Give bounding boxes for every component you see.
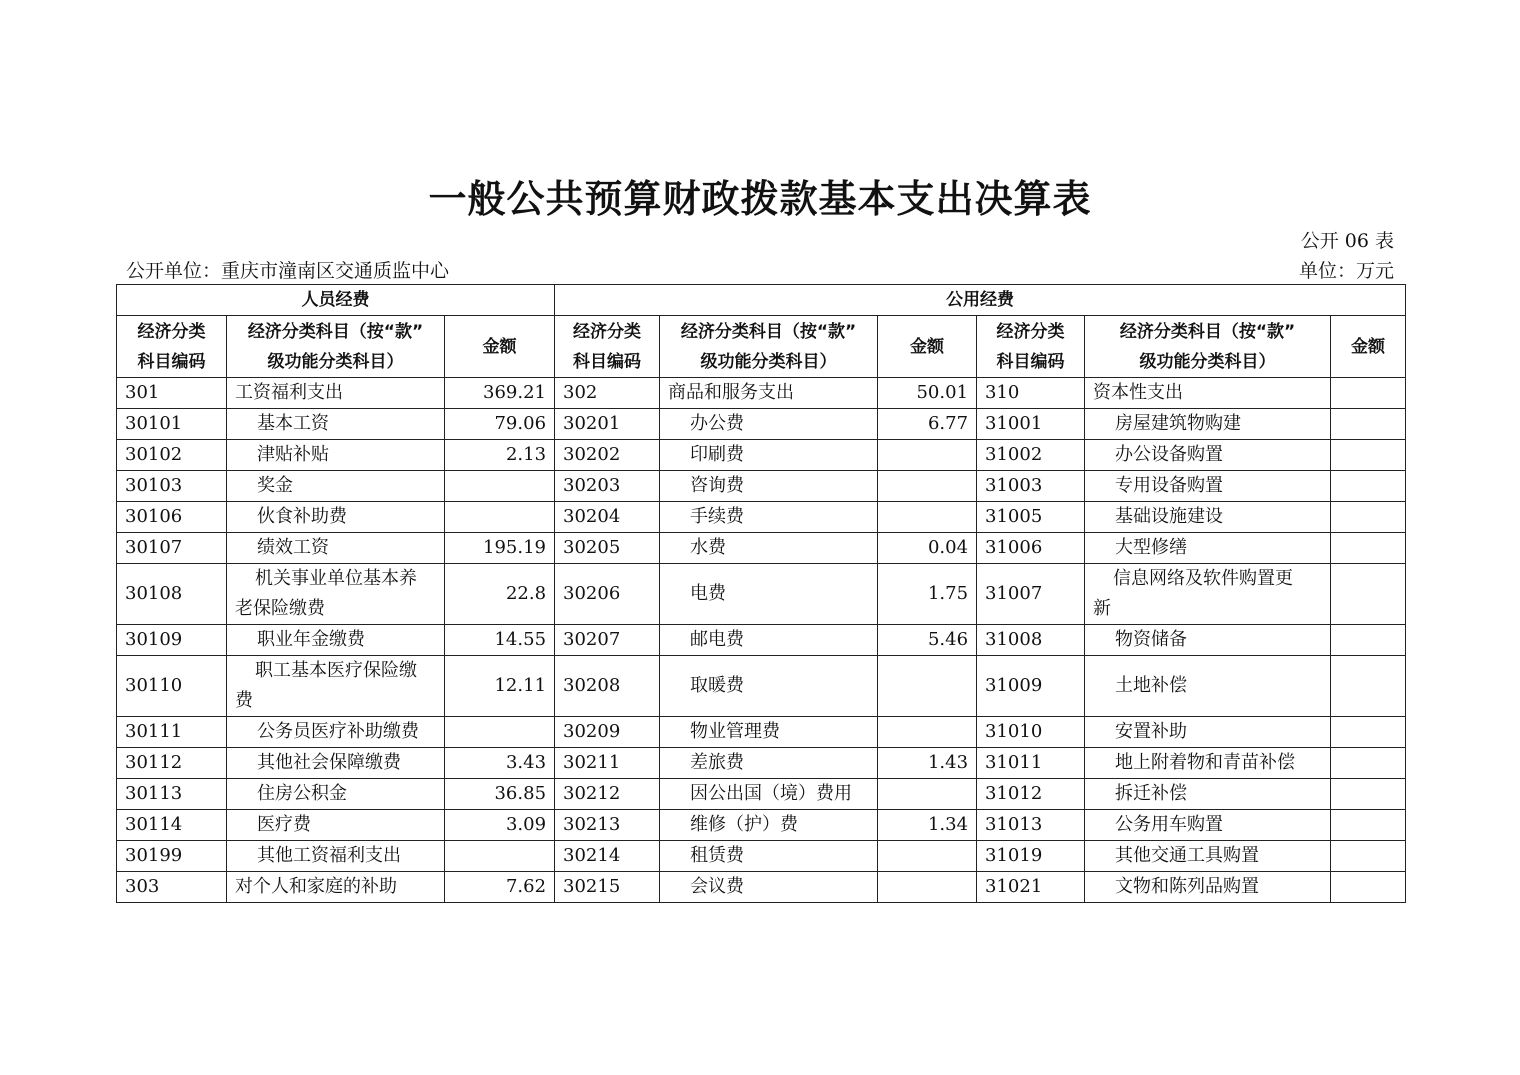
table-row: [117, 656, 1406, 717]
amount-cell: [445, 502, 555, 533]
code-cell: 30207: [555, 625, 660, 656]
amount-cell: 5.46: [878, 625, 977, 656]
amount-cell: [1331, 841, 1406, 872]
code-cell: 30208: [555, 656, 660, 717]
amount-cell: [1331, 409, 1406, 440]
code-cell: 30111: [117, 717, 227, 748]
amount-cell: [1331, 440, 1406, 471]
subject-cell: 专用设备购置: [1085, 471, 1331, 502]
subject-cell: 因公出国（境）费用: [660, 779, 878, 810]
amount-cell: [445, 717, 555, 748]
code-cell: 30114: [117, 810, 227, 841]
amount-cell: [1331, 872, 1406, 903]
code-cell: 30203: [555, 471, 660, 502]
subject-cell: 邮电费: [660, 625, 878, 656]
subject-cell: 大型修缮: [1085, 533, 1331, 564]
amount-cell: [1331, 533, 1406, 564]
subject-cell: 差旅费: [660, 748, 878, 779]
code-cell: 303: [117, 872, 227, 903]
subject-cell: 咨询费: [660, 471, 878, 502]
code-cell: 30202: [555, 440, 660, 471]
subject-cell: 地上附着物和青苗补偿: [1085, 748, 1331, 779]
code-cell: 31005: [977, 502, 1085, 533]
table-row: [117, 533, 1406, 564]
code-cell: 30108: [117, 564, 227, 625]
amount-cell: 7.62: [445, 872, 555, 903]
code-cell: 30110: [117, 656, 227, 717]
code-cell: 30106: [117, 502, 227, 533]
amount-cell: [1331, 502, 1406, 533]
col-header-subject: 经济分类科目（按“款” 级功能分类科目）: [660, 316, 878, 378]
code-cell: 31006: [977, 533, 1085, 564]
amount-cell: [878, 779, 977, 810]
amount-cell: [1331, 625, 1406, 656]
code-cell: 30102: [117, 440, 227, 471]
page-title: 一般公共预算财政拨款基本支出决算表: [428, 177, 1092, 221]
amount-cell: [1331, 810, 1406, 841]
subject-cell: 住房公积金: [227, 779, 445, 810]
code-cell: 310: [977, 378, 1085, 409]
code-cell: 30214: [555, 841, 660, 872]
subject-cell: 职工基本医疗保险缴 费: [227, 656, 445, 717]
code-cell: 30107: [117, 533, 227, 564]
code-cell: 30201: [555, 409, 660, 440]
code-cell: 30206: [555, 564, 660, 625]
amount-cell: [445, 471, 555, 502]
amount-cell: 14.55: [445, 625, 555, 656]
code-cell: 30199: [117, 841, 227, 872]
subject-cell: 其他交通工具购置: [1085, 841, 1331, 872]
code-cell: 31021: [977, 872, 1085, 903]
subject-cell: 公务员医疗补助缴费: [227, 717, 445, 748]
subject-cell: 安置补助: [1085, 717, 1331, 748]
expenditure-table: [116, 284, 1406, 903]
amount-cell: [1331, 564, 1406, 625]
amount-cell: [1331, 656, 1406, 717]
subject-cell: 伙食补助费: [227, 502, 445, 533]
subject-cell: 基础设施建设: [1085, 502, 1331, 533]
code-cell: 30112: [117, 748, 227, 779]
amount-cell: [1331, 779, 1406, 810]
subject-cell: 会议费: [660, 872, 878, 903]
code-cell: 30215: [555, 872, 660, 903]
group-header-personnel: 人员经费: [117, 285, 555, 316]
subject-cell: 工资福利支出: [227, 378, 445, 409]
code-cell: 30109: [117, 625, 227, 656]
code-cell: 31007: [977, 564, 1085, 625]
group-header-public: 公用经费: [555, 285, 1406, 316]
amount-cell: [1331, 378, 1406, 409]
code-cell: 30211: [555, 748, 660, 779]
subject-cell: 办公费: [660, 409, 878, 440]
amount-cell: [1331, 717, 1406, 748]
table-row: [117, 841, 1406, 872]
subject-cell: 职业年金缴费: [227, 625, 445, 656]
amount-cell: 3.09: [445, 810, 555, 841]
amount-cell: [1331, 748, 1406, 779]
col-header-amount: 金额: [445, 316, 555, 378]
amount-cell: 50.01: [878, 378, 977, 409]
amount-cell: 3.43: [445, 748, 555, 779]
amount-cell: 1.75: [878, 564, 977, 625]
subject-cell: 房屋建筑物购建: [1085, 409, 1331, 440]
amount-cell: [878, 841, 977, 872]
col-header-amount: 金额: [1331, 316, 1406, 378]
table-row: [117, 378, 1406, 409]
code-cell: 30209: [555, 717, 660, 748]
subject-cell: 公务用车购置: [1085, 810, 1331, 841]
table-row: [117, 625, 1406, 656]
amount-cell: 195.19: [445, 533, 555, 564]
code-cell: 31009: [977, 656, 1085, 717]
code-cell: 31001: [977, 409, 1085, 440]
code-cell: 30212: [555, 779, 660, 810]
col-header-subject: 经济分类科目（按“款” 级功能分类科目）: [227, 316, 445, 378]
code-cell: 31003: [977, 471, 1085, 502]
amount-cell: [445, 841, 555, 872]
amount-cell: [878, 471, 977, 502]
col-header-code: 经济分类 科目编码: [117, 316, 227, 378]
subject-cell: 物业管理费: [660, 717, 878, 748]
col-header-code: 经济分类 科目编码: [977, 316, 1085, 378]
subject-cell: 对个人和家庭的补助: [227, 872, 445, 903]
subject-cell: 绩效工资: [227, 533, 445, 564]
code-cell: 30103: [117, 471, 227, 502]
amount-cell: 22.8: [445, 564, 555, 625]
code-cell: 31010: [977, 717, 1085, 748]
code-cell: 302: [555, 378, 660, 409]
table-row: [117, 779, 1406, 810]
subject-cell: 租赁费: [660, 841, 878, 872]
amount-cell: 36.85: [445, 779, 555, 810]
subject-cell: 其他工资福利支出: [227, 841, 445, 872]
table-row: [117, 502, 1406, 533]
code-cell: 31019: [977, 841, 1085, 872]
currency-unit: 单位：万元: [1298, 260, 1394, 282]
amount-cell: 6.77: [878, 409, 977, 440]
subject-cell: 机关事业单位基本养 老保险缴费: [227, 564, 445, 625]
subject-cell: 医疗费: [227, 810, 445, 841]
amount-cell: 79.06: [445, 409, 555, 440]
code-cell: 30101: [117, 409, 227, 440]
subject-cell: 信息网络及软件购置更 新: [1085, 564, 1331, 625]
subject-cell: 取暖费: [660, 656, 878, 717]
subject-cell: 电费: [660, 564, 878, 625]
subject-cell: 资本性支出: [1085, 378, 1331, 409]
table-row: [117, 409, 1406, 440]
code-cell: 31012: [977, 779, 1085, 810]
amount-cell: [878, 440, 977, 471]
table-row: [117, 440, 1406, 471]
subject-cell: 土地补偿: [1085, 656, 1331, 717]
code-cell: 301: [117, 378, 227, 409]
subject-cell: 印刷费: [660, 440, 878, 471]
table-row: [117, 471, 1406, 502]
table-row: [117, 748, 1406, 779]
code-cell: 31008: [977, 625, 1085, 656]
code-cell: 31013: [977, 810, 1085, 841]
code-cell: 31011: [977, 748, 1085, 779]
amount-cell: 0.04: [878, 533, 977, 564]
amount-cell: [878, 502, 977, 533]
col-header-amount: 金额: [878, 316, 977, 378]
code-cell: 30205: [555, 533, 660, 564]
col-header-subject: 经济分类科目（按“款” 级功能分类科目）: [1085, 316, 1331, 378]
amount-cell: [878, 717, 977, 748]
code-cell: 31002: [977, 440, 1085, 471]
subject-cell: 水费: [660, 533, 878, 564]
subject-cell: 文物和陈列品购置: [1085, 872, 1331, 903]
subject-cell: 物资储备: [1085, 625, 1331, 656]
table-row: [117, 564, 1406, 625]
form-number: 公开 06 表: [1300, 230, 1394, 252]
code-cell: 30113: [117, 779, 227, 810]
amount-cell: 1.34: [878, 810, 977, 841]
table-row: [117, 872, 1406, 903]
amount-cell: [878, 656, 977, 717]
subject-cell: 基本工资: [227, 409, 445, 440]
subject-cell: 手续费: [660, 502, 878, 533]
amount-cell: 12.11: [445, 656, 555, 717]
amount-cell: [878, 872, 977, 903]
subject-cell: 维修（护）费: [660, 810, 878, 841]
reporting-unit: 公开单位：重庆市潼南区交通质监中心: [126, 260, 450, 282]
col-header-code: 经济分类 科目编码: [555, 316, 660, 378]
subject-cell: 商品和服务支出: [660, 378, 878, 409]
table-row: [117, 717, 1406, 748]
subject-cell: 奖金: [227, 471, 445, 502]
amount-cell: [1331, 471, 1406, 502]
subject-cell: 其他社会保障缴费: [227, 748, 445, 779]
code-cell: 30213: [555, 810, 660, 841]
subject-cell: 津贴补贴: [227, 440, 445, 471]
code-cell: 30204: [555, 502, 660, 533]
amount-cell: 1.43: [878, 748, 977, 779]
subject-cell: 拆迁补偿: [1085, 779, 1331, 810]
amount-cell: 2.13: [445, 440, 555, 471]
table-row: [117, 810, 1406, 841]
subject-cell: 办公设备购置: [1085, 440, 1331, 471]
amount-cell: 369.21: [445, 378, 555, 409]
